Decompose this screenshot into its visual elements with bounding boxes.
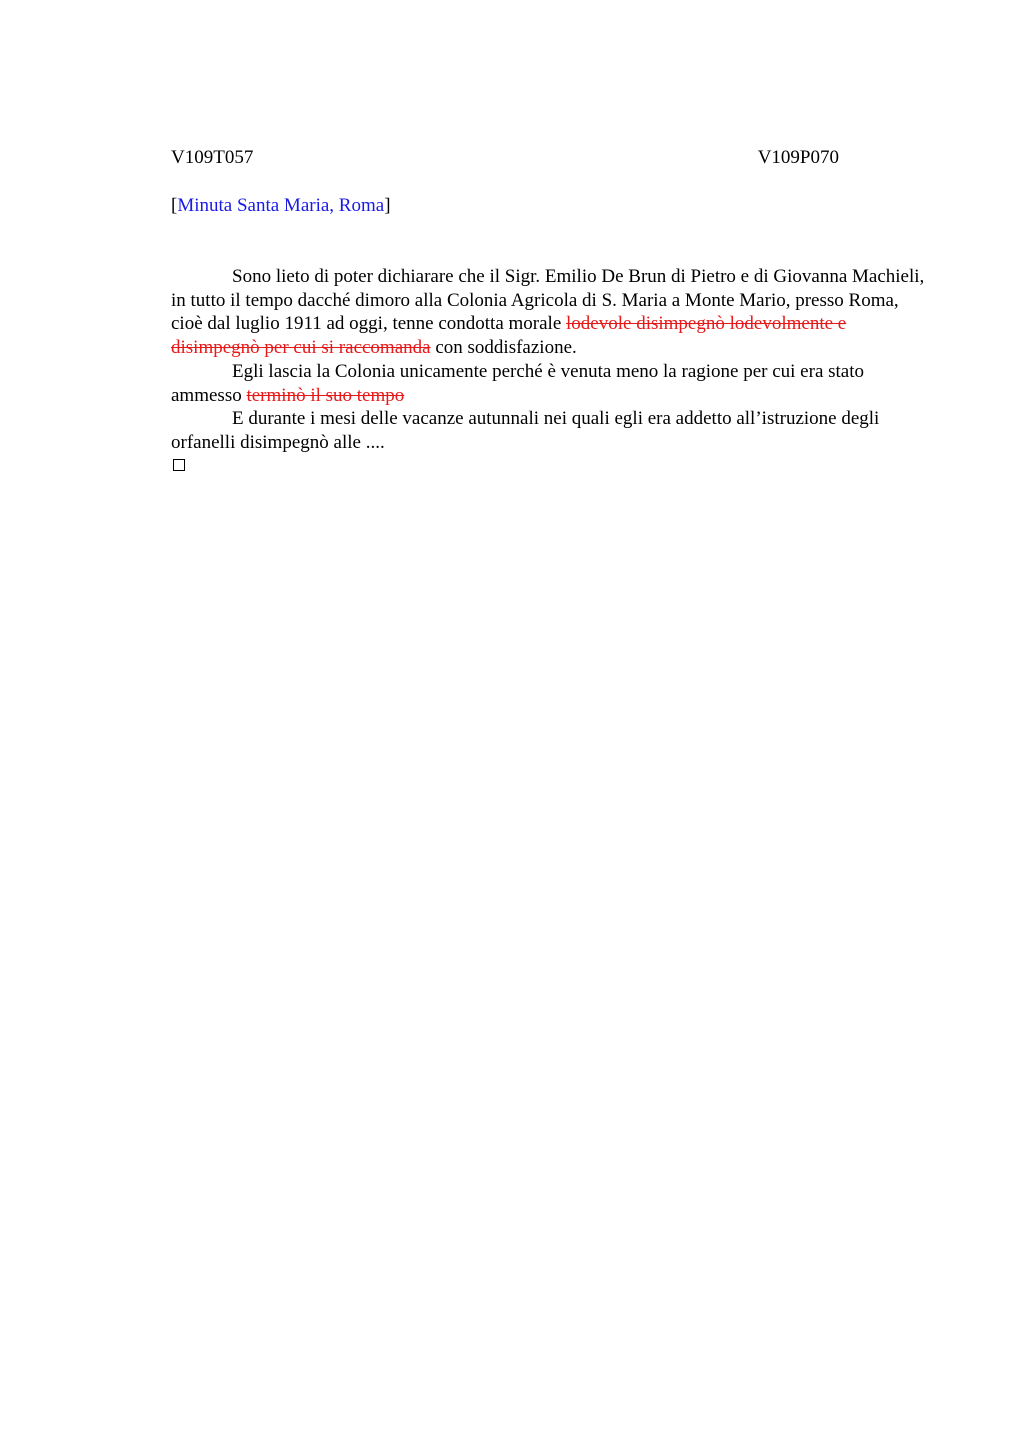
paragraph-1-text-after: con soddisfazione.	[430, 337, 577, 359]
document-title	[171, 194, 391, 218]
title-close-bracket: ]	[384, 195, 391, 216]
document-body	[171, 265, 926, 455]
paragraph-2	[171, 360, 926, 407]
paragraph-1-deleted-text: lodevole disimpegnò lodevolmente e disimpegnò per cui si raccomanda	[171, 313, 847, 359]
header-left-code: V109T057	[171, 147, 254, 168]
paragraph-1	[171, 265, 926, 360]
page-header	[171, 146, 839, 170]
title-link[interactable]: Minuta Santa Maria, Roma	[177, 195, 385, 216]
title-open-bracket: [	[171, 195, 178, 216]
paragraph-1-text-before: Sono lieto di poter dichiarare che il Sigr. Emilio De Brun di Pietro e di Giovanna Machieli, in tutto il tempo dacché dimoro alla Colonia Agricola di S. Maria a Monte Mario, presso Roma, cioè dal luglio 1911 ad oggi, tenne condotta morale	[171, 266, 925, 335]
paragraph-3-text: E durante i mesi delle vacanze autunnali nei quali egli era addetto all’istruzione degli orfanelli disimpegnò alle ....	[171, 408, 880, 453]
paragraph-3	[171, 407, 926, 454]
paragraph-2-deleted-text: terminò il suo tempo	[246, 384, 405, 406]
header-right-code: V109P070	[757, 147, 839, 168]
paragraph-2-text-before: Egli lascia la Colonia unicamente perché è venuta meno la ragione per cui era stato ammesso	[171, 360, 865, 406]
square-outline-icon	[173, 459, 185, 471]
